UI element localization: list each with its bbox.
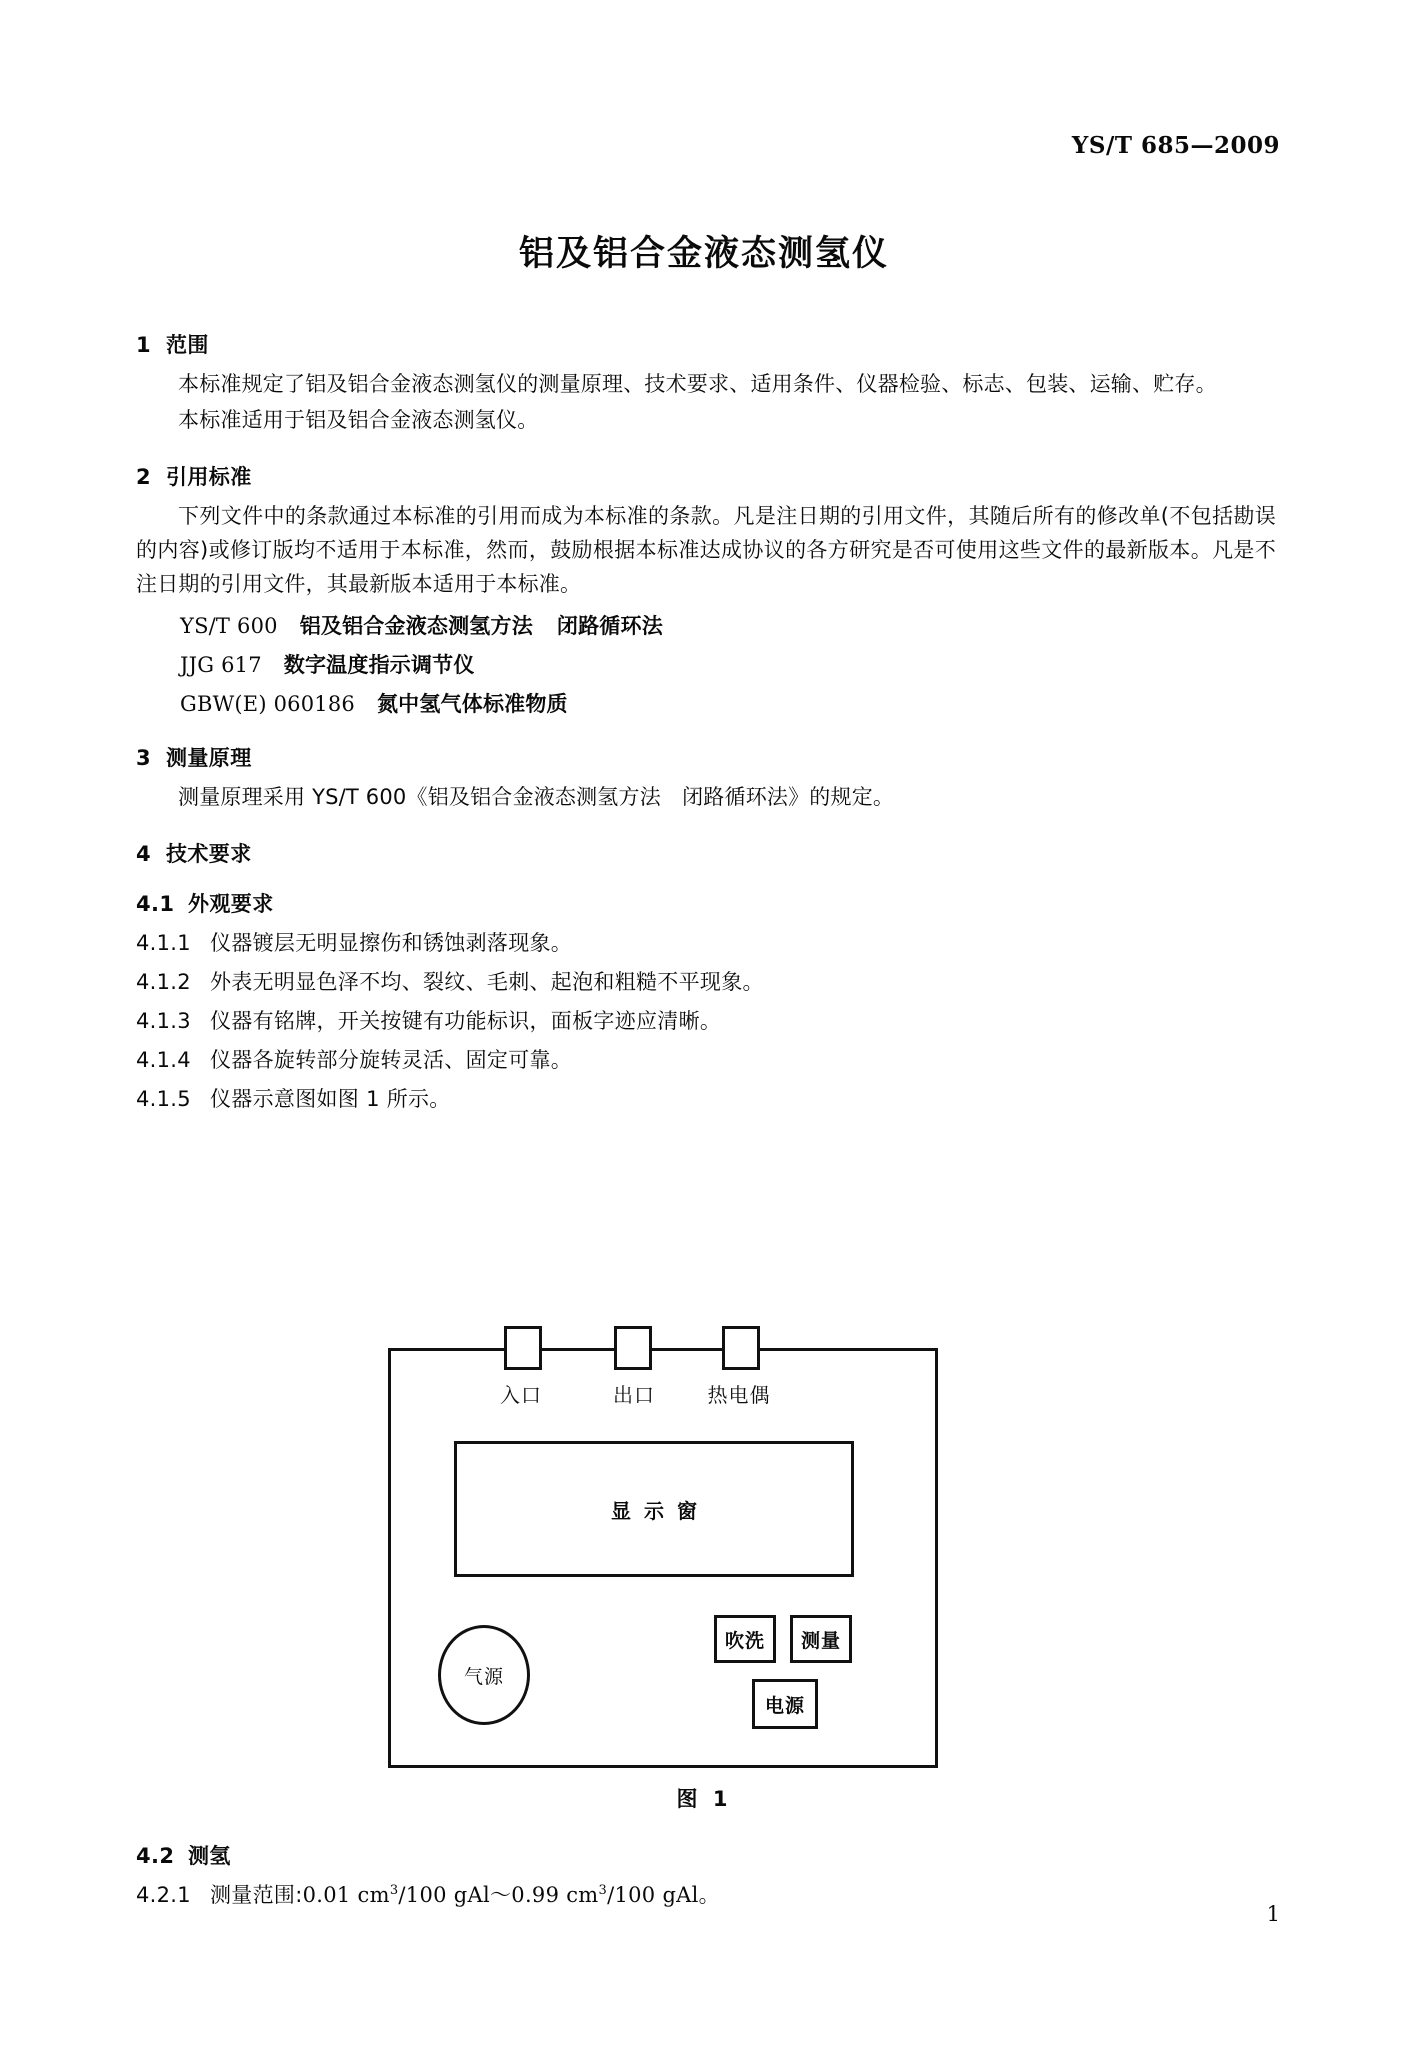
clause-label: 测量范围: bbox=[210, 1883, 303, 1907]
section-number-4: 4 bbox=[136, 842, 152, 867]
clause-number: 4.1.2 bbox=[136, 970, 191, 995]
clause-terminator: 。 bbox=[698, 1883, 720, 1907]
power-button[interactable]: 电源 bbox=[752, 1679, 818, 1729]
measure-button[interactable]: 测量 bbox=[790, 1615, 852, 1663]
port-outlet bbox=[614, 1326, 652, 1370]
clause-text: 仪器有铭牌，开关按键有功能标识，面板字迹应清晰。 bbox=[210, 1009, 722, 1034]
purge-button[interactable]: 吹洗 bbox=[714, 1615, 776, 1663]
clause-number: 4.1.4 bbox=[136, 1048, 191, 1073]
clause-text: 仪器各旋转部分旋转灵活、固定可靠。 bbox=[210, 1048, 573, 1073]
reference-code: YS/T 600 bbox=[180, 614, 278, 639]
range-low-unit bbox=[358, 1883, 490, 1907]
port-inlet bbox=[504, 1326, 542, 1370]
section-number-4-2: 4.2 bbox=[136, 1844, 175, 1868]
clause-number: 4.1.5 bbox=[136, 1087, 191, 1112]
section-title-3: 测量原理 bbox=[166, 746, 252, 771]
reference-name: 氮中氢气体标准物质 bbox=[376, 692, 568, 717]
section-number-2: 2 bbox=[136, 465, 152, 490]
clause-number: 4.1.1 bbox=[136, 931, 191, 956]
port-outlet-label: 出口 bbox=[613, 1383, 655, 1407]
section-number-1: 1 bbox=[136, 333, 152, 357]
section-heading-2 bbox=[136, 461, 1276, 491]
page-number: 1 bbox=[1266, 1902, 1280, 1926]
reference-item bbox=[180, 688, 1276, 718]
range-high-value: 0.99 bbox=[511, 1883, 560, 1907]
clause-4-1-3 bbox=[136, 1005, 1276, 1035]
clause-text: 外表无明显色泽不均、裂纹、毛刺、起泡和粗糙不平现象。 bbox=[210, 970, 764, 995]
section-1-paragraph-2: 本标准适用于铝及铝合金液态测氢仪。 bbox=[178, 408, 539, 433]
reference-item bbox=[180, 610, 1276, 640]
port-inlet-label: 入口 bbox=[500, 1383, 542, 1407]
section-number-4-1: 4.1 bbox=[136, 892, 175, 917]
clause-number: 4.2.1 bbox=[136, 1883, 191, 1907]
section-title-4-2: 测氢 bbox=[188, 1844, 231, 1868]
range-low-value: 0.01 bbox=[302, 1883, 351, 1907]
document-body-tail bbox=[136, 1820, 1276, 1909]
section-title-4: 技术要求 bbox=[166, 842, 252, 867]
section-number-3: 3 bbox=[136, 746, 152, 771]
section-title-2: 引用标准 bbox=[166, 465, 252, 490]
section-1-paragraph-1: 本标准规定了铝及铝合金液态测氢仪的测量原理、技术要求、适用条件、仪器检验、标志、包装、运输、贮存。 bbox=[178, 372, 1217, 396]
clause-4-2-1 bbox=[136, 1879, 1276, 1909]
display-window-label: 显示窗 bbox=[611, 1498, 710, 1523]
range-high-unit bbox=[566, 1883, 698, 1907]
range-separator: ～ bbox=[489, 1883, 512, 1907]
reference-item bbox=[180, 649, 1276, 679]
reference-code: JJG 617 bbox=[180, 653, 262, 678]
figure-1 bbox=[0, 1335, 1408, 1811]
document-body bbox=[136, 305, 1276, 1113]
range-low-unit-exponent: 3 bbox=[389, 1883, 399, 1898]
clause-4-1-5 bbox=[136, 1083, 1276, 1113]
section-title-1: 范围 bbox=[166, 333, 209, 357]
range-high-unit-denominator: /100 gAl bbox=[607, 1883, 699, 1907]
standard-code-header: YS/T 685—2009 bbox=[1071, 132, 1280, 159]
section-3-paragraph-1: 测量原理采用 YS/T 600《铝及铝合金液态测氢方法 闭路循环法》的规定。 bbox=[178, 785, 895, 810]
section-heading-4-2 bbox=[136, 1840, 1276, 1870]
figure-caption: 图 1 bbox=[676, 1787, 732, 1811]
section-heading-1 bbox=[136, 329, 1276, 359]
clause-4-1-2 bbox=[136, 966, 1276, 996]
section-heading-4-1 bbox=[136, 888, 1276, 918]
clause-text: 仪器镀层无明显擦伤和锈蚀剥落现象。 bbox=[210, 931, 573, 956]
section-title-4-1: 外观要求 bbox=[188, 892, 274, 917]
clause-number: 4.1.3 bbox=[136, 1009, 191, 1034]
page-title: 铝及铝合金液态测氢仪 bbox=[518, 234, 889, 274]
figure-canvas bbox=[354, 1335, 1054, 1811]
clause-4-1-1 bbox=[136, 927, 1276, 957]
port-thermocouple-label: 热电偶 bbox=[707, 1383, 771, 1407]
reference-name: 数字温度指示调节仪 bbox=[283, 653, 475, 678]
reference-name-secondary: 闭路循环法 bbox=[556, 614, 663, 639]
section-heading-3 bbox=[136, 742, 1276, 772]
clause-text: 仪器示意图如图 1 所示。 bbox=[210, 1087, 451, 1112]
port-thermocouple bbox=[722, 1326, 760, 1370]
gas-source-label: 气源 bbox=[463, 1665, 504, 1688]
gas-source-knob[interactable] bbox=[438, 1625, 530, 1725]
range-high-unit-exponent: 3 bbox=[598, 1883, 608, 1898]
display-window bbox=[454, 1441, 854, 1577]
range-low-unit-base: cm bbox=[357, 1883, 390, 1907]
reference-code: GBW(E) 060186 bbox=[180, 692, 355, 717]
range-low-unit-denominator: /100 gAl bbox=[398, 1883, 490, 1907]
range-high-unit-base: cm bbox=[566, 1883, 599, 1907]
section-2-paragraph-1: 下列文件中的条款通过本标准的引用而成为本标准的条款。凡是注日期的引用文件，其随后所有的修改单(不包括勘误的内容)或修订版均不适用于本标准，然而，鼓励根据本标准达成协议的各方研究是否可使用这些文件的最新版本。凡是不注日期的引用文件，其最新版本适用于本标准。 bbox=[136, 504, 1276, 597]
clause-4-1-4 bbox=[136, 1044, 1276, 1074]
section-heading-4 bbox=[136, 838, 1276, 868]
reference-name: 铝及铝合金液态测氢方法 bbox=[299, 614, 533, 639]
